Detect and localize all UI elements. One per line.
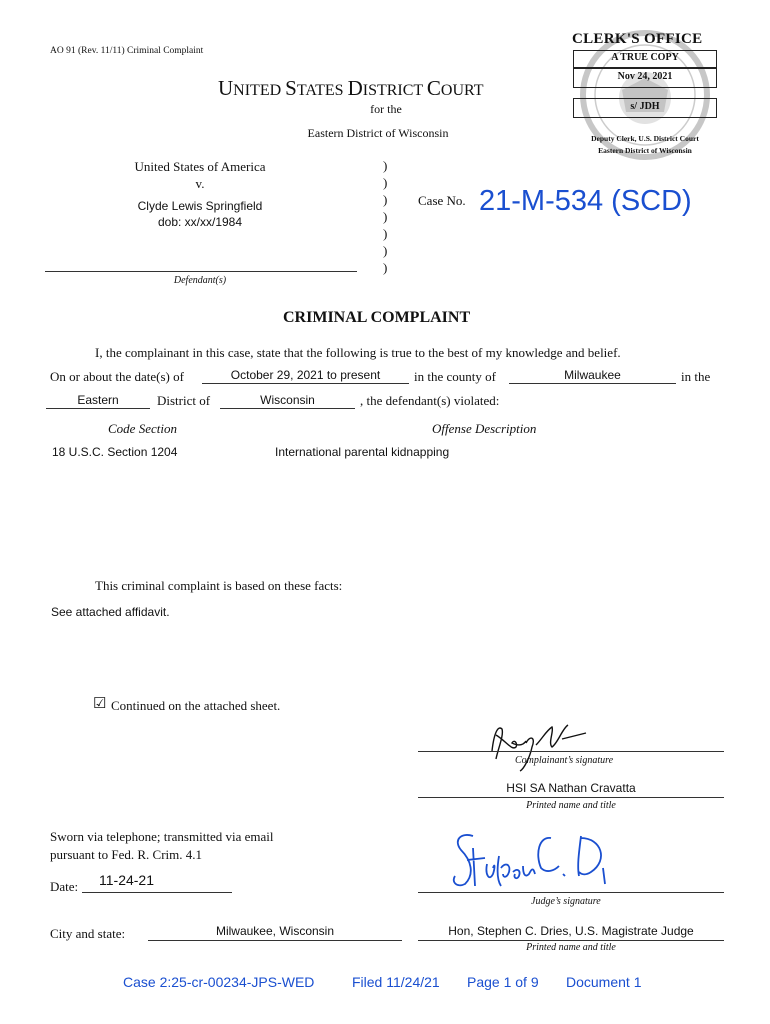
date-field-line xyxy=(202,383,409,384)
stamp-heading: CLERK'S OFFICE xyxy=(572,31,703,47)
judge-signature-line xyxy=(418,892,724,893)
continued-label: Continued on the attached sheet. xyxy=(111,698,281,713)
form-id: AO 91 (Rev. 11/11) Criminal Complaint xyxy=(50,46,204,56)
in-the-label: in the xyxy=(681,369,711,384)
offense-description-value: International parental kidnapping xyxy=(275,445,450,459)
plaintiff-name: United States of America xyxy=(134,159,266,174)
sworn-line-1: Sworn via telephone; transmitted via email xyxy=(50,829,274,844)
court-title: UNITED STATES DISTRICT COURT xyxy=(218,76,484,100)
judge-signature-icon xyxy=(445,828,625,892)
code-section-header: Code Section xyxy=(108,421,177,436)
paren: ) xyxy=(383,226,388,241)
judge-printed-name-label: Printed name and title xyxy=(526,942,616,953)
county-field: Milwaukee xyxy=(564,368,621,382)
city-state-line xyxy=(148,940,402,941)
case-number: 21-M-534 (SCD) xyxy=(479,185,692,217)
defendants-label: Defendant(s) xyxy=(173,275,227,286)
complainant-signature-line xyxy=(418,751,724,752)
district-name: Eastern District of Wisconsin xyxy=(307,126,449,140)
defendant-dob: dob: xx/xx/1984 xyxy=(157,215,243,229)
date-field-line xyxy=(82,892,232,893)
violated-label: , the defendant(s) violated: xyxy=(360,393,500,408)
stamp-initials: s/ JDH xyxy=(630,101,660,112)
date-value: 11-24-21 xyxy=(99,872,155,888)
paren: ) xyxy=(383,192,388,207)
stamp-true-copy: A TRUE COPY xyxy=(611,52,679,63)
clerk-stamp xyxy=(560,20,730,160)
complaint-heading: CRIMINAL COMPLAINT xyxy=(283,309,471,326)
paren: ) xyxy=(383,158,388,173)
code-section-value: 18 U.S.C. Section 1204 xyxy=(52,445,178,459)
facts-text: See attached affidavit. xyxy=(51,605,170,619)
complainant-signature-label: Complainant’s signature xyxy=(515,755,614,766)
judge-name-line xyxy=(418,940,724,941)
defendant-name: Clyde Lewis Springfield xyxy=(137,199,263,213)
printed-name-label: Printed name and title xyxy=(526,800,616,811)
complainant-name-line xyxy=(418,797,724,798)
paren: ) xyxy=(383,209,388,224)
city-state-label: City and state: xyxy=(50,926,126,941)
for-the: for the xyxy=(370,102,402,116)
judge-name: Hon, Stephen C. Dries, U.S. Magistrate Judge xyxy=(448,924,694,938)
district-field: Eastern xyxy=(77,393,119,407)
state-field-line xyxy=(220,408,355,409)
complaint-intro: I, the complainant in this case, state that the following is true to the best of my knowledge and belief. xyxy=(95,345,621,360)
county-field-line xyxy=(509,383,676,384)
stamp-date: Nov 24, 2021 xyxy=(617,71,673,82)
state-field: Wisconsin xyxy=(260,393,315,407)
district-field-line xyxy=(46,408,150,409)
continued-checkbox[interactable]: ☑ xyxy=(93,696,107,712)
city-state-value: Milwaukee, Wisconsin xyxy=(215,924,335,938)
sworn-line-2: pursuant to Fed. R. Crim. 4.1 xyxy=(50,847,203,862)
caption-divider xyxy=(45,271,357,272)
stamp-deputy-line2: Eastern District of Wisconsin xyxy=(598,146,692,155)
date-label: Date: xyxy=(50,879,79,894)
footer-case-number: Case 2:25-cr-00234-JPS-WED xyxy=(123,974,315,990)
on-or-about-label: On or about the date(s) of xyxy=(50,369,184,384)
district-of-label: District of xyxy=(157,393,211,408)
footer-filed-date: Filed 11/24/21 xyxy=(352,974,440,990)
paren: ) xyxy=(383,175,388,190)
case-no-label: Case No. xyxy=(418,193,466,208)
footer-document: Document 1 xyxy=(566,974,642,990)
paren: ) xyxy=(383,243,388,258)
offense-description-header: Offense Description xyxy=(432,421,537,436)
versus: v. xyxy=(195,176,205,191)
in-county-label: in the county of xyxy=(414,369,496,384)
offense-date-field: October 29, 2021 to present xyxy=(230,368,381,382)
footer-page: Page 1 of 9 xyxy=(467,974,539,990)
complainant-name: HSI SA Nathan Cravatta xyxy=(506,781,636,795)
paren: ) xyxy=(383,260,388,275)
based-on-facts-label: This criminal complaint is based on these facts: xyxy=(95,578,343,593)
judge-signature-label: Judge’s signature xyxy=(531,896,601,907)
stamp-deputy-line1: Deputy Clerk, U.S. District Court xyxy=(591,134,699,143)
